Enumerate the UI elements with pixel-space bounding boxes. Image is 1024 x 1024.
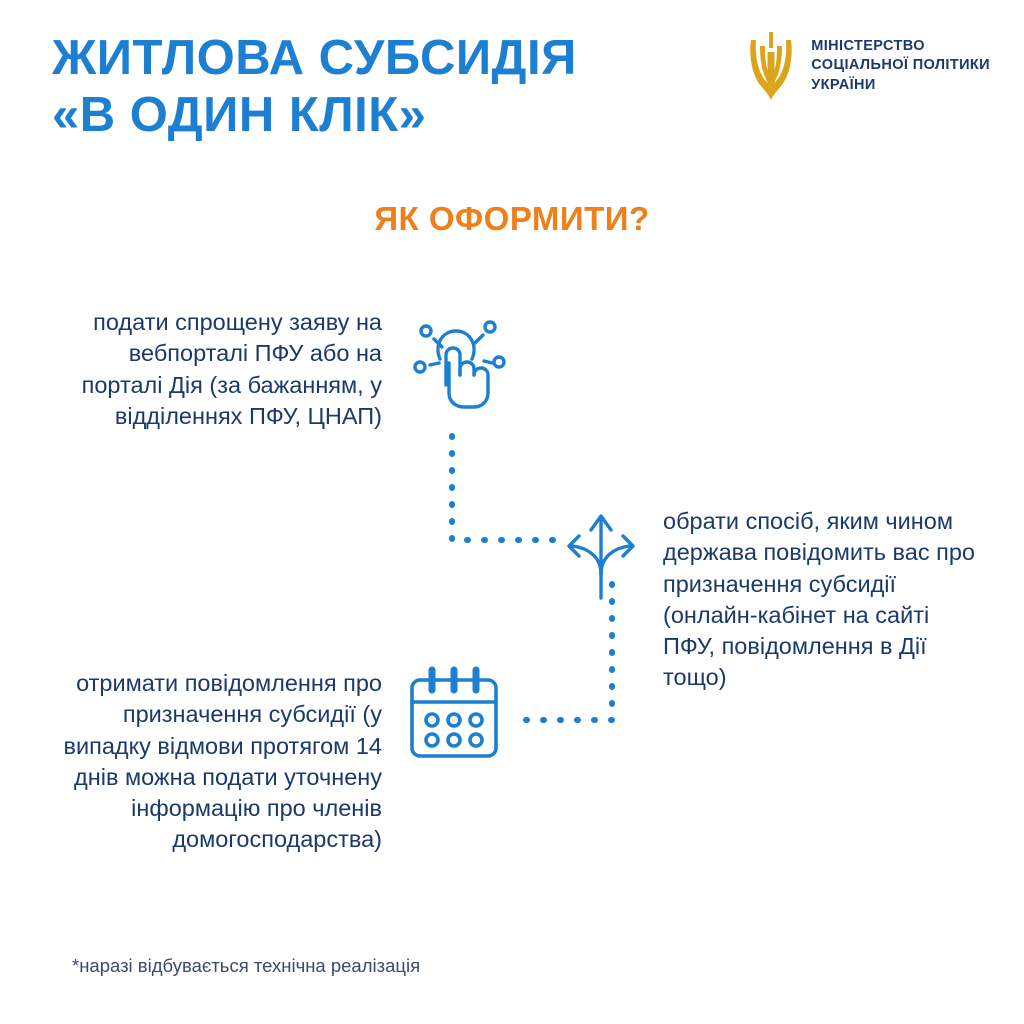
ministry-logo: [743, 30, 990, 102]
page-title: [52, 30, 692, 145]
ministry-line-3: УКРАЇНИ: [811, 76, 876, 93]
ministry-line-1: МІНІСТЕРСТВО: [811, 38, 925, 55]
page-title-line-2: «В ОДИН КЛІК»: [52, 88, 427, 143]
section-subtitle: ЯК ОФОРМИТИ?: [374, 200, 650, 237]
page-title-line-1: ЖИТЛОВА СУБСИДІЯ: [52, 31, 577, 85]
footnote: *наразі відбувається технічна реалізація: [72, 955, 421, 976]
ministry-line-2: СОЦІАЛЬНОЇ ПОЛІТИКИ: [811, 57, 990, 74]
step-2-text: обрати спосіб, яким чином держава повідомить вас про призначення субсидії (онлайн-кабінет на сайті ПФУ, повідомлення в Дії тощо): [663, 508, 975, 691]
click-hand-icon: [404, 305, 514, 430]
step-3-text: отримати повідомлення про призначення субсидії (у випадку відмови протягом 14 днів можна подати уточнену інформацію про членів домогосподарства): [63, 670, 382, 853]
ukraine-trident-icon: [743, 30, 799, 102]
step-1-text: подати спрощену заяву на вебпорталі ПФУ або на порталі Дія (за бажанням, у відділеннях ПФУ, ЦНАП): [81, 309, 382, 429]
calendar-icon: [404, 662, 504, 779]
connector-2: [514, 580, 624, 745]
ministry-name: [811, 37, 990, 95]
